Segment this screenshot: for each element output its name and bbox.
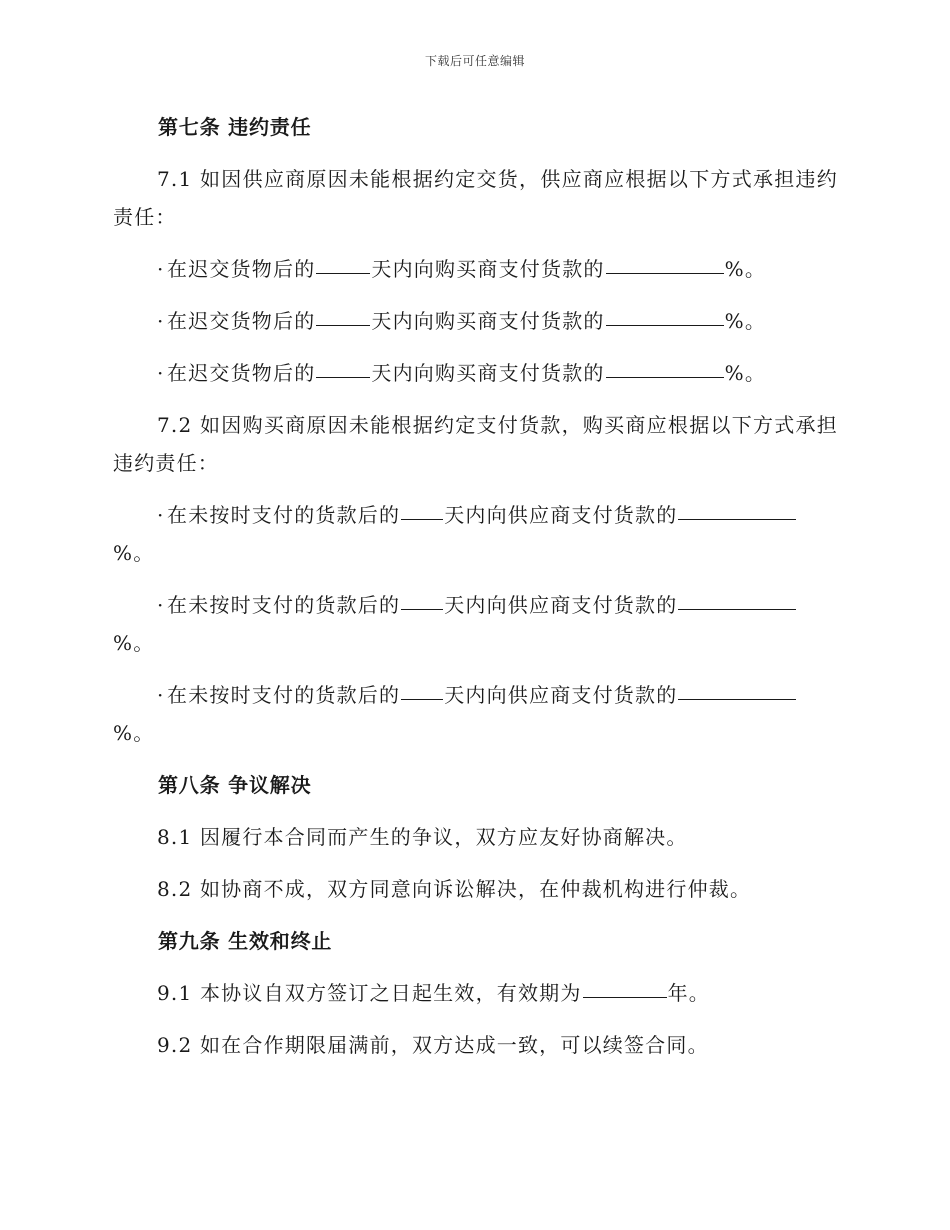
supplier-penalty-item (113, 302, 838, 340)
clause-9-1-suffix: 年。 (667, 981, 710, 1005)
bullet: · (157, 309, 165, 333)
header-note: 下载后可任意编辑 (424, 54, 525, 68)
item-suffix: %。 (113, 631, 155, 655)
clause-8-1: 8.1 因履行本合同而产生的争议，双方应友好协商解决。 (157, 825, 688, 849)
days-blank (316, 305, 370, 326)
clause-9-1 (113, 974, 838, 1012)
item-middle: 天内向供应商支付货款的 (444, 593, 678, 617)
clause-9-2: 9.2 如在合作期限届满前，双方达成一致，可以续签合同。 (157, 1033, 709, 1057)
item-middle: 天内向购买商支付货款的 (371, 309, 605, 333)
bullet: · (157, 257, 165, 281)
article-7-title: 第七条 违约责任 (158, 115, 312, 139)
clause-7-1-line1: 7.1 如因供应商原因未能根据约定交货，供应商应根据以下方式承担违约 (157, 167, 838, 191)
item-prefix: 在迟交货物后的 (167, 361, 316, 385)
item-suffix: %。 (113, 541, 155, 565)
days-blank (401, 679, 443, 700)
supplier-penalty-item (113, 250, 838, 288)
years-blank (583, 977, 667, 998)
bullet: · (157, 503, 165, 527)
buyer-penalty-item (113, 496, 838, 572)
clause-7-1-line2: 责任： (113, 205, 177, 229)
percent-blank (678, 589, 796, 610)
days-blank (316, 253, 370, 274)
bullet: · (157, 683, 165, 707)
item-prefix: 在迟交货物后的 (167, 257, 316, 281)
percent-blank (606, 357, 724, 378)
item-suffix: %。 (724, 257, 767, 281)
clause-7-2-line2: 违约责任： (113, 451, 219, 475)
item-prefix: 在迟交货物后的 (167, 309, 316, 333)
percent-blank (678, 679, 796, 700)
clause-7-2-line1: 7.2 如因购买商原因未能根据约定支付货款，购买商应根据以下方式承担 (157, 413, 838, 437)
bullet: · (157, 361, 165, 385)
item-suffix: %。 (724, 361, 767, 385)
buyer-penalty-item (113, 586, 838, 662)
item-prefix: 在未按时支付的货款后的 (167, 593, 401, 617)
bullet: · (157, 593, 165, 617)
buyer-penalty-item (113, 676, 838, 752)
percent-blank (678, 499, 796, 520)
document-body (113, 108, 838, 1078)
clause-8-2: 8.2 如协商不成，双方同意向诉讼解决，在仲裁机构进行仲裁。 (157, 877, 752, 901)
item-middle: 天内向购买商支付货款的 (371, 361, 605, 385)
item-middle: 天内向供应商支付货款的 (444, 683, 678, 707)
item-prefix: 在未按时支付的货款后的 (167, 683, 401, 707)
days-blank (401, 589, 443, 610)
item-middle: 天内向供应商支付货款的 (444, 503, 678, 527)
supplier-penalty-item (113, 354, 838, 392)
item-prefix: 在未按时支付的货款后的 (167, 503, 401, 527)
article-8-title: 第八条 争议解决 (158, 773, 312, 797)
item-suffix: %。 (113, 721, 155, 745)
percent-blank (606, 305, 724, 326)
article-9-title: 第九条 生效和终止 (158, 929, 333, 953)
clause-9-1-prefix: 9.1 本协议自双方签订之日起生效，有效期为 (157, 981, 582, 1005)
item-suffix: %。 (724, 309, 767, 333)
days-blank (401, 499, 443, 520)
percent-blank (606, 253, 724, 274)
days-blank (316, 357, 370, 378)
item-middle: 天内向购买商支付货款的 (371, 257, 605, 281)
